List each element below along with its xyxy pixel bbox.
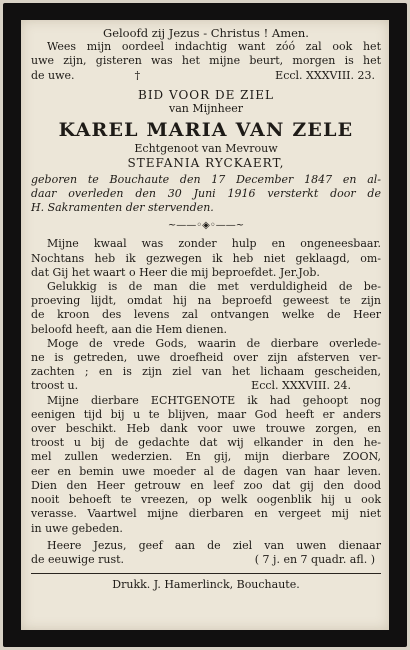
bio-line: daar overleden den 30 Juni 1916 versterkt door de (31, 186, 381, 200)
ornament-divider: ~——◦◈◦——~ (167, 220, 245, 232)
paragraph-last-row (31, 553, 381, 567)
memorial-card (3, 3, 407, 647)
verse-last-row (31, 69, 381, 83)
scripture-reference: Eccl. XXXVIII. 24. (251, 379, 351, 393)
motto: Geloofd zij Jezus - Christus ! Amen. (103, 26, 309, 40)
paragraph-line: troost u. (31, 379, 79, 393)
card-content (31, 24, 381, 591)
printer-credit: Drukk. J. Hamerlinck, Bouchaute. (112, 578, 300, 592)
card-paper (21, 20, 389, 630)
prayer-request-subtitle: van Mijnheer (169, 102, 243, 116)
verse-line: Wees mijn oordeel indachtig want zóó zal ook het (47, 40, 381, 54)
paragraph-line: Heere Jezus, geef aan de ziel van uwen dienaar (47, 538, 381, 552)
paragraph-line: beloofd heeft, aan die Hem dienen. (31, 322, 228, 336)
prayer-request-title: BID VOOR DE ZIEL (138, 87, 274, 102)
paragraph-line: in uwe gebeden. (31, 521, 123, 535)
paragraph-line: over beschikt. Heb dank voor uwe trouwe zorgen, en (31, 422, 381, 436)
spouse-name: STEFANIA RYCKAERT, (127, 156, 285, 171)
paragraph-line: Dien den Heer getrouw en leef zoo dat gij den dood (31, 478, 381, 492)
bio-line: geboren te Bouchaute den 17 December 1847 en al- (31, 172, 381, 186)
spouse-intro: Echtgenoot van Mevrouw (134, 142, 278, 156)
paragraph-line: eenigen tijd bij u te blijven, maar God heeft er anders (31, 407, 381, 421)
divider-rule (31, 573, 381, 574)
paragraph-line: Moge de vrede Gods, waarin de dierbare overlede- (47, 336, 381, 350)
paragraph-line: Mijne dierbare ECHTGENOTE ik had gehoopt nog (47, 393, 381, 407)
paragraph-line: ne is getreden, uwe droefheid over zijn afsterven ver- (31, 351, 381, 365)
paragraph-line: Nochtans heb ik gezwegen ik heb niet geklaagd, om- (31, 251, 381, 265)
paragraph-line: eer en bemin uwe moeder al de dagen van haar leven. (31, 464, 381, 478)
verse-reference: Eccl. XXXVIII. 23. (275, 68, 375, 82)
verse-line: de uwe. (31, 68, 75, 82)
paragraph-line: verasse. Vaartwel mijne dierbaren en vergeet mij niet (31, 507, 381, 521)
paragraph-line: Mijne kwaal was zonder hulp en ongeneesbaar. (47, 237, 381, 251)
paragraph-line: de kroon des levens zal ontvangen welke de Heer (31, 308, 381, 322)
indulgence-note: ( 7 j. en 7 quadr. afl. ) (254, 552, 375, 566)
paragraph-line: dat Gij het waart o Heer die mij beproefdet. Jer.Job. (31, 265, 320, 279)
paragraph-line: zachten ; en is zijn ziel van het lichaam gescheiden, (31, 365, 381, 379)
paragraph-line: de eeuwige rust. (31, 552, 125, 566)
bio-line: H. Sakramenten der stervenden. (31, 201, 214, 215)
paragraph-line: proeving lijdt, omdat hij na beproefd geweest te zijn (31, 294, 381, 308)
deceased-name: KAREL MARIA VAN ZELE (58, 119, 354, 142)
paragraph-last-row (31, 379, 381, 393)
paragraph-line: Gelukkig is de man die met verduldigheid de be- (47, 280, 381, 294)
verse-line: uwe zijn, gisteren was het mijne beurt, morgen is het (31, 54, 381, 68)
paragraph-line: nooit behoeft te vreezen, op welk oogenblik hij u ook (31, 493, 381, 507)
paragraph-line: mel zullen wederzien. En gij, mijn dierbare ZOON, (31, 450, 381, 464)
paragraph-line: troost u bij de gedachte dat wij elkander in den he- (31, 436, 381, 450)
cross-icon: † (134, 68, 141, 82)
